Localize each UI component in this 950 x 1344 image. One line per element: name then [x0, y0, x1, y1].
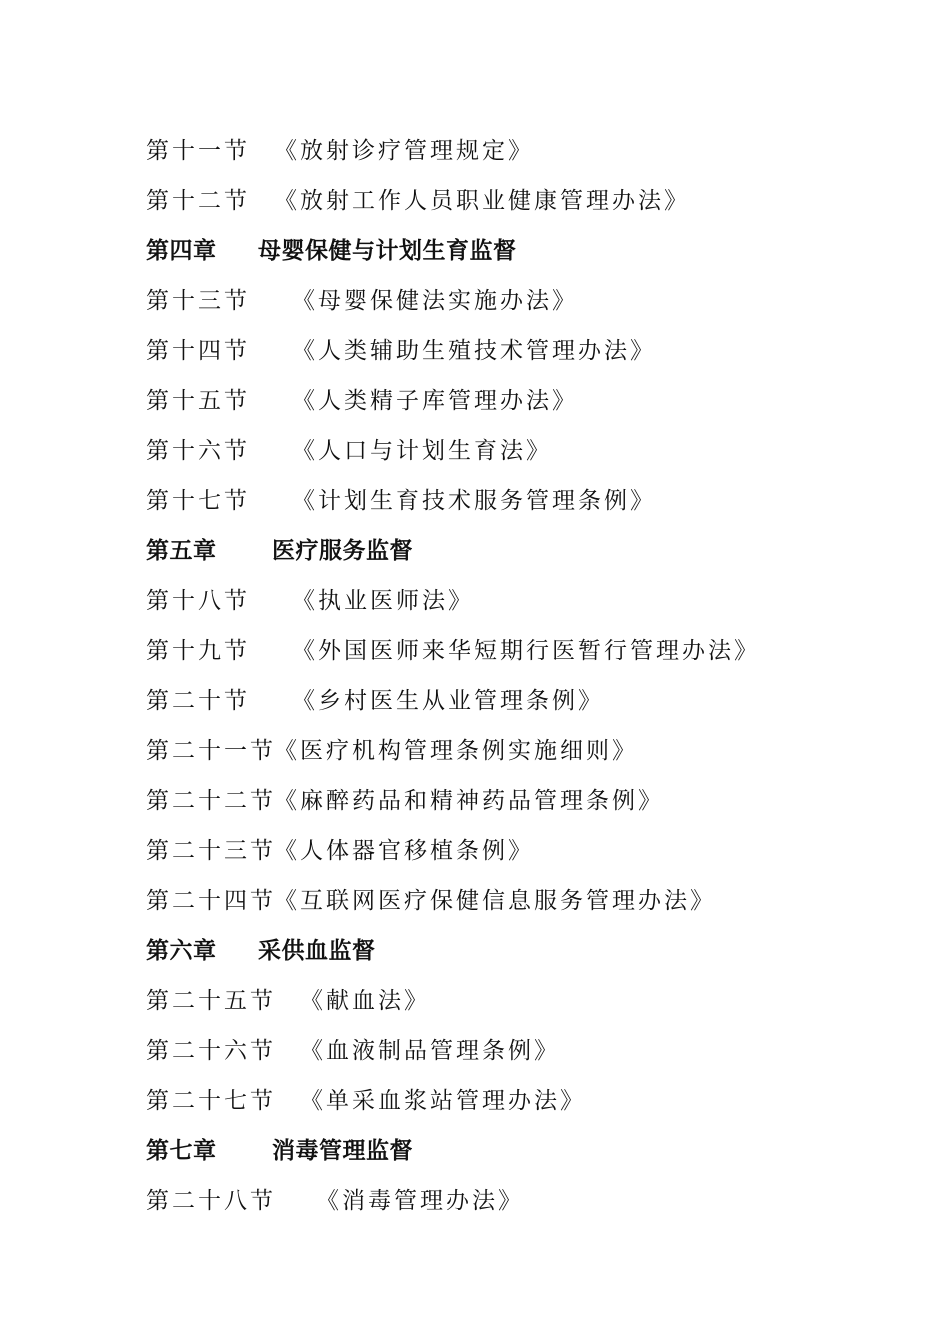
- section-title: 《互联网医疗保健信息服务管理办法》: [274, 888, 716, 914]
- section-title: 《计划生育技术服务管理条例》: [292, 488, 656, 514]
- section-label: 第二十二节: [146, 788, 276, 814]
- section-line: [146, 481, 656, 521]
- section-line: [146, 731, 638, 771]
- section-line: [146, 831, 534, 871]
- section-label: 第十五节: [146, 388, 250, 414]
- section-label: 第十二节: [146, 188, 250, 214]
- section-line: [146, 581, 474, 621]
- section-line: [146, 1081, 586, 1121]
- chapter-label: 第五章: [146, 538, 217, 564]
- section-title: 《人口与计划生育法》: [292, 438, 552, 464]
- section-title: 《放射工作人员职业健康管理办法》: [274, 188, 690, 214]
- section-label: 第十七节: [146, 488, 250, 514]
- chapter-heading: [146, 531, 413, 571]
- section-line: [146, 131, 534, 171]
- section-label: 第十三节: [146, 288, 250, 314]
- section-line: [146, 1031, 560, 1071]
- section-line: [146, 1181, 524, 1221]
- section-line: [146, 781, 664, 821]
- section-title: 《人类精子库管理办法》: [292, 388, 578, 414]
- section-title: 《外国医师来华短期行医暂行管理办法》: [292, 638, 760, 664]
- section-label: 第十九节: [146, 638, 250, 664]
- chapter-title: 医疗服务监督: [272, 538, 413, 564]
- section-line: [146, 331, 656, 371]
- chapter-heading: [146, 1131, 413, 1171]
- section-label: 第二十七节: [146, 1088, 276, 1114]
- section-line: [146, 281, 578, 321]
- section-line: [146, 631, 760, 671]
- section-label: 第十一节: [146, 138, 250, 164]
- chapter-heading: [146, 931, 376, 971]
- section-label: 第二十六节: [146, 1038, 276, 1064]
- section-line: [146, 881, 716, 921]
- section-title: 《放射诊疗管理规定》: [274, 138, 534, 164]
- section-label: 第二十四节: [146, 888, 276, 914]
- section-title: 《消毒管理办法》: [316, 1188, 524, 1214]
- section-label: 第二十五节: [146, 988, 276, 1014]
- section-title: 《血液制品管理条例》: [300, 1038, 560, 1064]
- section-title: 《麻醉药品和精神药品管理条例》: [274, 788, 664, 814]
- section-line: [146, 981, 430, 1021]
- chapter-heading: [146, 231, 517, 271]
- section-title: 《乡村医生从业管理条例》: [292, 688, 604, 714]
- section-title: 《医疗机构管理条例实施细则》: [274, 738, 638, 764]
- chapter-label: 第六章: [146, 938, 217, 964]
- section-label: 第二十节: [146, 688, 250, 714]
- chapter-label: 第七章: [146, 1138, 217, 1164]
- section-label: 第二十一节: [146, 738, 276, 764]
- section-line: [146, 181, 690, 221]
- chapter-title: 消毒管理监督: [272, 1138, 413, 1164]
- section-label: 第二十三节: [146, 838, 276, 864]
- chapter-title: 母婴保健与计划生育监督: [258, 238, 517, 264]
- section-line: [146, 381, 578, 421]
- section-label: 第十八节: [146, 588, 250, 614]
- section-title: 《母婴保健法实施办法》: [292, 288, 578, 314]
- section-title: 《献血法》: [300, 988, 430, 1014]
- section-label: 第十四节: [146, 338, 250, 364]
- section-title: 《人体器官移植条例》: [274, 838, 534, 864]
- section-title: 《人类辅助生殖技术管理办法》: [292, 338, 656, 364]
- section-title: 《执业医师法》: [292, 588, 474, 614]
- section-title: 《单采血浆站管理办法》: [300, 1088, 586, 1114]
- section-label: 第十六节: [146, 438, 250, 464]
- section-label: 第二十八节: [146, 1188, 276, 1214]
- section-line: [146, 431, 552, 471]
- chapter-title: 采供血监督: [258, 938, 376, 964]
- section-line: [146, 681, 604, 721]
- chapter-label: 第四章: [146, 238, 217, 264]
